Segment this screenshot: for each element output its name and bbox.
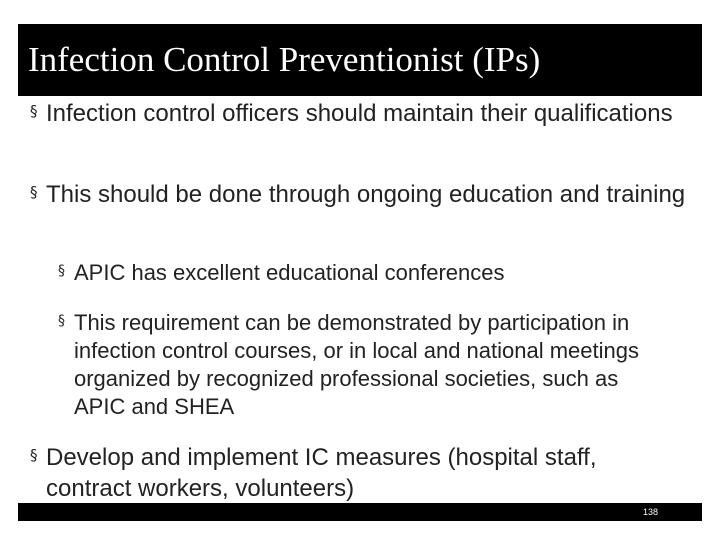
sub-bullet-item — [58, 259, 698, 287]
bullet-item — [30, 179, 700, 210]
bullet-text: This requirement can be demonstrated by participation in infection control courses, or in local and national meetings organized by recognized professional societies, such as APIC and SHEA — [74, 310, 639, 419]
bullet-marker-icon: § — [58, 263, 65, 279]
bullet-marker-icon: § — [30, 183, 38, 201]
title-bar — [18, 24, 702, 96]
bullet-text: This should be done through ongoing education and training — [46, 181, 686, 208]
bullet-marker-icon: § — [30, 446, 38, 464]
bullet-item — [30, 442, 670, 504]
slide-title: Infection Control Preventionist (IPs) — [28, 40, 541, 79]
bullet-marker-icon: § — [58, 313, 65, 329]
bullet-text: Infection control officers should maintain their qualifications — [46, 100, 673, 127]
footer-bar — [18, 503, 702, 521]
sub-bullet-item — [58, 309, 668, 421]
bullet-item — [30, 98, 700, 129]
page-number: 138 — [642, 507, 658, 517]
bullet-text: Develop and implement IC measures (hospital staff, contract workers, volunteers) — [46, 444, 597, 502]
bullet-marker-icon: § — [30, 102, 38, 120]
bullet-text: APIC has excellent educational conferences — [74, 260, 505, 285]
